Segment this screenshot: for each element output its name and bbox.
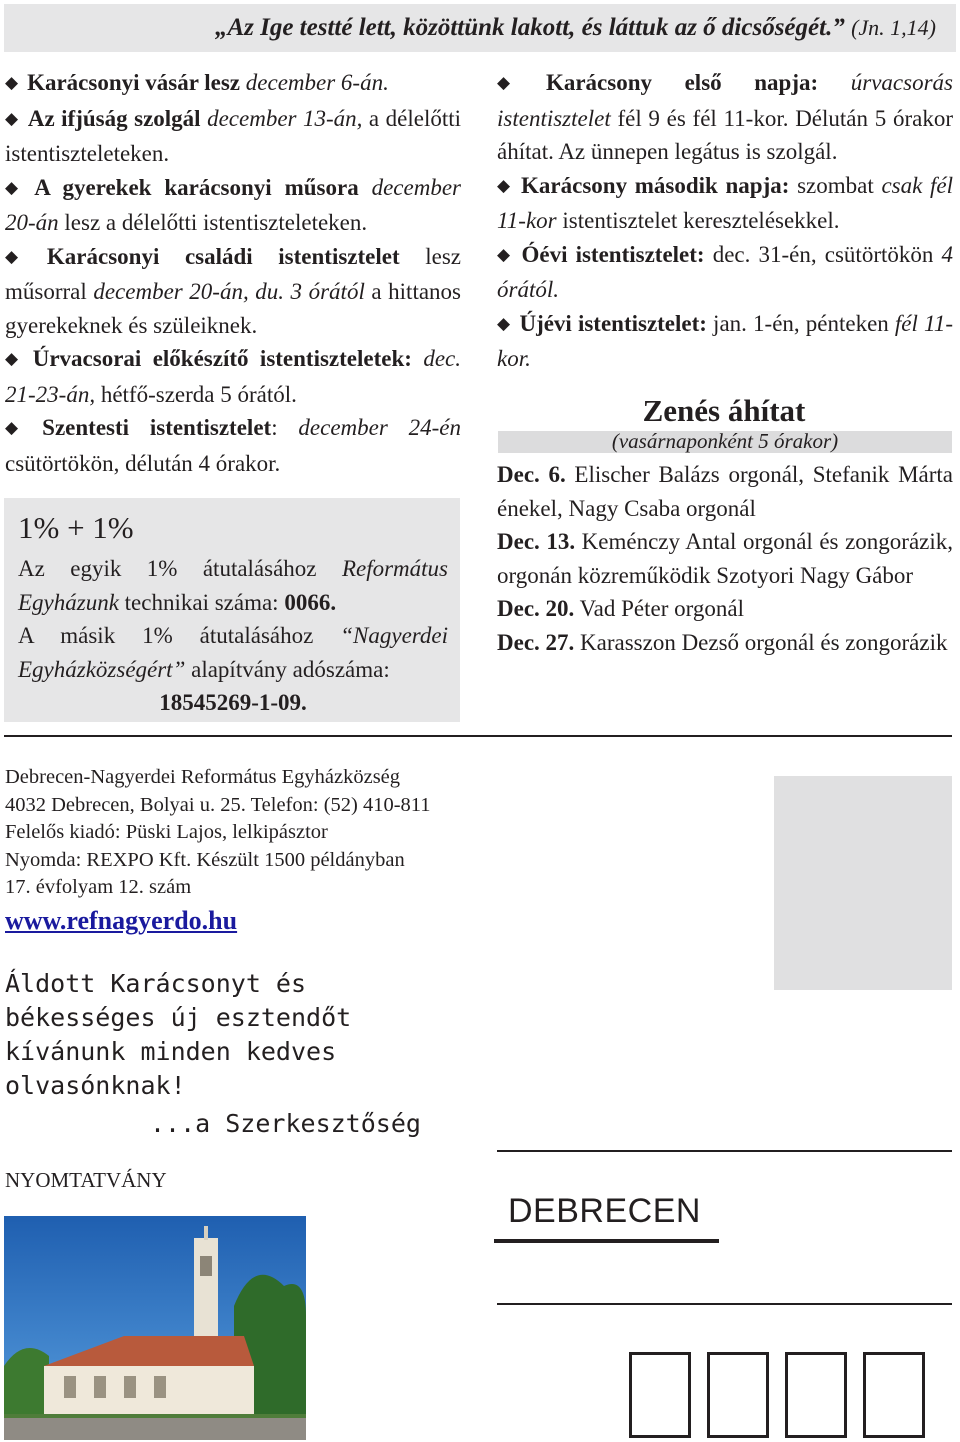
church-photo (4, 1216, 306, 1440)
event-item: ◆ Szentesti istentisztelet: december 24-én csütörtökön, délután 4 órakor. (5, 415, 461, 476)
diamond-bullet-icon: ◆ (497, 73, 537, 92)
diamond-bullet-icon: ◆ (5, 349, 24, 368)
concert-title: Zenés áhítat (642, 393, 806, 428)
address-line (497, 1303, 952, 1305)
tax-number: 18545269-1-09. (159, 690, 307, 715)
quote-text: „Az Ige testté lett, közöttünk lakott, és láttuk az ő dicsőségét.” (214, 14, 845, 41)
greeting-line: kívánunk minden kedves (5, 1037, 337, 1066)
donation-line-1: Az egyik 1% átutalásához Református Egyházunk technikai száma: 0066. (18, 556, 448, 615)
concert-item: Dec. 20. Vad Péter orgonál (497, 596, 744, 621)
zip-box (785, 1352, 847, 1438)
imprint (5, 764, 431, 902)
donation-box (4, 498, 460, 722)
section-divider (4, 735, 952, 737)
concert-item: Dec. 6. Elischer Balázs orgonál, Stefanik Márta énekel, Nagy Csaba orgonál (497, 462, 953, 521)
right-event-list (497, 66, 953, 376)
diamond-bullet-icon: ◆ (5, 73, 19, 92)
stamp-placeholder (774, 776, 952, 990)
event-item: ◆ Karácsony első napja: úrvacsorás istentisztelet fél 9 és fél 11-kor. Délután 5 órakor áhítat. Az ünnepen legátus is szolgál. (497, 70, 953, 164)
christmas-greeting (5, 967, 351, 1103)
diamond-bullet-icon: ◆ (497, 313, 511, 333)
church-illustration (4, 1216, 306, 1440)
diamond-bullet-icon: ◆ (497, 244, 513, 264)
address-city: DEBRECEN (508, 1192, 701, 1230)
bible-quote (4, 14, 936, 42)
mail-type-label: NYOMTATVÁNY (5, 1168, 167, 1192)
zip-box (707, 1352, 769, 1438)
imprint-line: 17. évfolyam 12. szám (5, 876, 192, 898)
concert-item: Dec. 13. Keménczy Antal orgonál és zongorázik, orgonán közreműködik Szotyori Nagy Gábor (497, 529, 953, 588)
donation-title: 1% + 1% (18, 510, 134, 545)
quote-reference: (Jn. 1,14) (851, 15, 936, 40)
imprint-line: 4032 Debrecen, Bolyai u. 25. Telefon: (52) 410-811 (5, 793, 431, 816)
address-line (497, 1150, 952, 1152)
header-banner (4, 4, 956, 52)
event-item: ◆ Karácsony második napja: szombat csak fél 11-kor istentisztelet keresztelésekkel. (497, 172, 953, 233)
diamond-bullet-icon: ◆ (5, 177, 26, 197)
diamond-bullet-icon: ◆ (497, 175, 513, 195)
website-link[interactable]: www.refnagyerdo.hu (5, 906, 238, 935)
diamond-bullet-icon: ◆ (5, 246, 38, 266)
zip-box (629, 1352, 691, 1438)
editorial-signature: ...a Szerkesztőség (150, 1109, 421, 1138)
event-item: ◆ Karácsonyi vásár lesz december 6-án. (5, 70, 389, 95)
zip-box (863, 1352, 925, 1438)
greeting-line: Áldott Karácsonyt és (5, 969, 307, 998)
diamond-bullet-icon: ◆ (5, 418, 34, 437)
left-event-list (5, 66, 461, 480)
event-item: ◆ Úrvacsorai előkészítő istentiszteletek: dec. 21-23-án, hétfő-szerda 5 órától. (5, 346, 461, 407)
event-item: ◆ Óévi istentisztelet: dec. 31-én, csütörtökön 4 órától. (497, 241, 954, 302)
city-underline (494, 1239, 719, 1243)
concert-item: Dec. 27. Karasszon Dezső orgonál és zongorázik (497, 629, 948, 655)
donation-line-2: A másik 1% átutalásához “Nagyerdei Egyházközségért” alapítvány adószáma: (18, 623, 448, 682)
concert-list (497, 458, 953, 659)
event-item: ◆ Karácsonyi családi istentisztelet lesz műsorral december 20-án, du. 3 órától a hittanos gyerekeknek és szüleiknek. (5, 243, 461, 338)
imprint-line: Felelős kiadó: Püski Lajos, lelkipásztor (5, 821, 328, 843)
greeting-line: békességes új esztendőt (5, 1003, 352, 1032)
diamond-bullet-icon: ◆ (5, 108, 19, 128)
concert-subtitle: (vasárnaponként 5 órakor) (611, 429, 839, 453)
event-item: ◆ A gyerekek karácsonyi műsora december 20-án lesz a délelőtti istentiszteleteken. (5, 174, 461, 235)
imprint-line: Debrecen-Nagyerdei Református Egyházközség (5, 766, 401, 788)
imprint-line: Nyomda: REXPO Kft. Készült 1500 példányban (5, 848, 405, 871)
event-item: ◆ Újévi istentisztelet: jan. 1-én, pénteken fél 11-kor. (497, 310, 953, 371)
greeting-line: olvasónknak! (5, 1071, 186, 1100)
event-item: ◆ Az ifjúság szolgál december 13-án, a délelőtti istentiszteleteken. (5, 105, 462, 166)
